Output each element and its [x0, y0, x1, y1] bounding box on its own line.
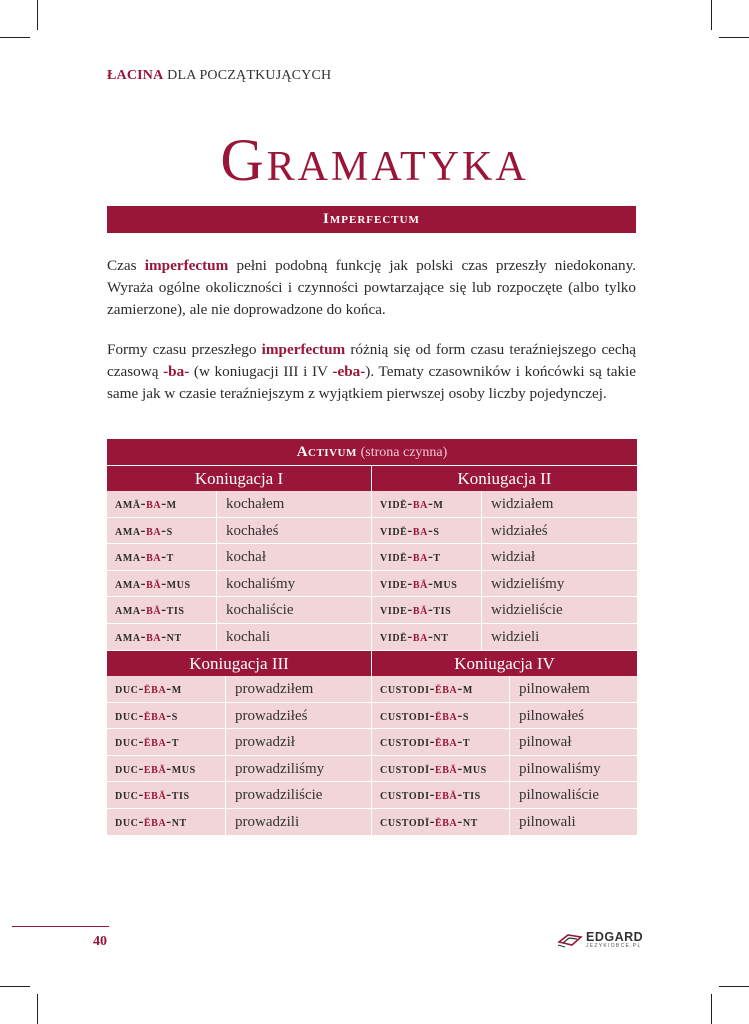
- table-row: [107, 571, 371, 598]
- tense-marker: bā: [412, 602, 428, 618]
- verb-ending: -mus: [457, 760, 487, 777]
- verb-form: [107, 676, 226, 702]
- table-row: [372, 571, 637, 598]
- tense-marker: bā: [146, 575, 162, 592]
- tense-marker: bā: [412, 575, 428, 592]
- tense-marker: ēba: [143, 681, 167, 697]
- verb-stem: custodi-: [380, 681, 436, 697]
- conjugation-column: [372, 491, 637, 650]
- table-row: [372, 809, 637, 836]
- verb-form: [107, 782, 226, 808]
- tense-marker: ebā: [435, 787, 458, 803]
- brand-text: [586, 931, 643, 949]
- table-row: [372, 676, 637, 703]
- crop-mark: [37, 994, 38, 1024]
- verb-stem: amā-: [115, 496, 147, 512]
- conjugation-group: [107, 676, 637, 835]
- text-run: Formy czasu przeszłego: [107, 341, 262, 358]
- verb-stem: ama-: [115, 575, 147, 592]
- tense-marker: ebā: [435, 760, 458, 777]
- crop-mark: [0, 37, 30, 38]
- verb-ending: -nt: [166, 813, 187, 830]
- text-run: (w koniugacji III i IV: [189, 363, 333, 380]
- paragraph-forms: [107, 339, 636, 405]
- table-row: [372, 491, 637, 518]
- page-title: Gramatyka: [220, 127, 529, 193]
- verb-form: [107, 544, 217, 570]
- table-row: [107, 518, 371, 545]
- translation: pilnował: [519, 734, 572, 750]
- translation: kochałeś: [226, 522, 279, 539]
- brand-url: JEZYKIOBCE.PL: [586, 943, 642, 949]
- table-row: [372, 703, 637, 730]
- table-row: [107, 809, 371, 836]
- verb-form: [372, 729, 510, 755]
- page-number: 40: [93, 934, 107, 949]
- brand: [556, 930, 643, 950]
- table-row: [107, 544, 371, 571]
- verb-stem: duc-: [115, 813, 144, 830]
- translation: pilnowałem: [519, 681, 590, 697]
- verb-stem: duc-: [115, 787, 144, 803]
- conjugation-heading: Koniugacja IV: [372, 650, 637, 676]
- verb-stem: ama-: [115, 628, 147, 645]
- verb-stem: vidē-: [380, 522, 413, 539]
- verb-form: [372, 624, 482, 651]
- verb-stem: duc-: [115, 707, 144, 724]
- translation: widziałem: [491, 496, 554, 512]
- brand-name: EDGARD: [586, 930, 644, 944]
- translation: widzieliście: [491, 602, 563, 618]
- tense-marker: ba: [146, 628, 162, 645]
- tense-marker: ba: [412, 628, 428, 645]
- translation: kochali: [226, 628, 271, 645]
- verb-stem: vide-: [380, 602, 413, 618]
- verb-form: [372, 597, 482, 623]
- conjugation-group: [107, 491, 637, 650]
- verb-stem: custodi-: [380, 707, 436, 724]
- tense-marker: ēba: [143, 707, 167, 724]
- tense-marker: ba: [412, 496, 428, 512]
- translation: widzieli: [491, 628, 540, 645]
- translation: kochał: [226, 549, 266, 565]
- crop-mark: [37, 0, 38, 30]
- translation: widziałeś: [491, 522, 548, 539]
- verb-form: [107, 491, 217, 517]
- verb-ending: -nt: [457, 813, 478, 830]
- verb-form: [107, 597, 217, 623]
- table-groups: [107, 465, 637, 835]
- group-headings: [107, 465, 637, 491]
- translation: prowadził: [235, 734, 295, 750]
- verb-form: [372, 756, 510, 782]
- verb-ending: -m: [427, 496, 444, 512]
- tense-marker: ēba: [435, 681, 458, 697]
- highlight-term: -ba-: [163, 363, 190, 380]
- verb-ending: -m: [161, 496, 177, 512]
- conjugation-column: [107, 676, 372, 835]
- verb-form: [107, 729, 226, 755]
- table-row: [372, 597, 637, 624]
- table-row: [107, 597, 371, 624]
- conjugation-heading: Koniugacja III: [107, 650, 372, 676]
- verb-form: [107, 756, 226, 782]
- translation: kochaliście: [226, 602, 294, 618]
- crop-mark: [0, 986, 30, 987]
- verb-form: [372, 491, 482, 517]
- verb-ending: -nt: [427, 628, 449, 645]
- verb-stem: duc-: [115, 760, 144, 777]
- verb-stem: vide-: [380, 575, 413, 592]
- translation: widzieliśmy: [491, 575, 565, 592]
- verb-ending: -s: [457, 707, 469, 724]
- verb-form: [107, 703, 226, 729]
- table-row: [107, 756, 371, 783]
- running-head-accent: ŁACINA: [107, 68, 164, 83]
- edgard-logo-icon: [556, 930, 584, 950]
- table-row: [372, 518, 637, 545]
- translation: widział: [491, 549, 536, 565]
- translation: pilnowali: [519, 813, 576, 830]
- tense-marker: ba: [412, 549, 428, 565]
- highlight-term: imperfectum: [261, 341, 346, 358]
- table-row: [107, 676, 371, 703]
- tense-marker: ēba: [143, 734, 167, 750]
- text-run: pełni podobną funkcję jak polski czas przeszły niedokonany. Wyraża ogólne okoliczności i czynności powtarzające się lub rozpoczęte (albo tylko zamierzone), ale nie doprowadzone do końca.: [107, 257, 637, 318]
- verb-ending: -tis: [457, 787, 481, 803]
- highlight-term: imperfectum: [144, 257, 229, 274]
- tense-marker: ba: [146, 522, 162, 539]
- table-row: [107, 491, 371, 518]
- verb-form: [372, 571, 482, 597]
- tense-marker: ba: [146, 549, 162, 565]
- verb-ending: -m: [166, 681, 182, 697]
- verb-form: [372, 703, 510, 729]
- verb-stem: custodī-: [380, 813, 436, 830]
- verb-ending: -tis: [427, 602, 452, 618]
- verb-ending: -s: [166, 707, 178, 724]
- verb-stem: custodī-: [380, 760, 436, 777]
- table-row: [107, 729, 371, 756]
- verb-ending: -tis: [166, 787, 190, 803]
- verb-ending: -mus: [166, 760, 196, 777]
- verb-stem: vidē-: [380, 628, 413, 645]
- translation: pilnowaliście: [519, 787, 599, 803]
- verb-ending: -m: [457, 681, 473, 697]
- verb-form: [372, 544, 482, 570]
- verb-ending: -t: [161, 549, 174, 565]
- conjugation-column: [372, 676, 637, 835]
- tense-marker: ēba: [143, 813, 167, 830]
- highlight-term: -eba-: [332, 363, 366, 380]
- verb-stem: duc-: [115, 734, 144, 750]
- crop-mark: [711, 994, 712, 1024]
- text-run: różnią się od form czasu teraźniejszego cechą czasową: [107, 341, 636, 380]
- verb-stem: ama-: [115, 549, 147, 565]
- table-row: [372, 782, 637, 809]
- verb-form: [372, 782, 510, 808]
- verb-stem: vidē-: [380, 549, 413, 565]
- table-title: [107, 439, 637, 465]
- tense-marker: ēba: [435, 813, 458, 830]
- verb-ending: -s: [427, 522, 440, 539]
- conjugation-heading: Koniugacja I: [107, 465, 372, 491]
- group-headings: [107, 650, 637, 676]
- conjugation-table: [107, 439, 637, 835]
- translation: kochaliśmy: [226, 575, 296, 592]
- tense-marker: ēba: [435, 734, 458, 750]
- section-title: Imperfectum: [107, 206, 636, 233]
- translation: prowadziłeś: [235, 707, 308, 724]
- verb-form: [107, 624, 217, 651]
- verb-stem: vidē-: [380, 496, 413, 512]
- verb-form: [372, 676, 510, 702]
- translation: prowadziliście: [235, 787, 323, 803]
- tense-marker: bā: [146, 602, 162, 618]
- text-run: ). Tematy czasowników i końcówki są takie same jak w czasie teraźniejszym z wyjątkiem pierwszej osoby liczby pojedynczej.: [107, 363, 637, 402]
- tense-marker: ba: [412, 522, 428, 539]
- running-head-rest: DLA POCZĄTKUJĄCYCH: [167, 68, 332, 83]
- verb-ending: -tis: [161, 602, 185, 618]
- verb-ending: -mus: [427, 575, 458, 592]
- verb-stem: ama-: [115, 602, 147, 618]
- verb-stem: ama-: [115, 522, 147, 539]
- translation: pilnowałeś: [519, 707, 584, 724]
- tense-marker: ba: [146, 496, 162, 512]
- crop-mark: [719, 986, 749, 987]
- verb-form: [107, 518, 217, 544]
- table-row: [372, 729, 637, 756]
- translation: prowadziłem: [235, 681, 314, 697]
- table-title-sub: (strona czynna): [360, 445, 448, 460]
- translation: prowadzili: [235, 813, 300, 830]
- table-row: [372, 624, 637, 651]
- verb-stem: custodi-: [380, 734, 436, 750]
- translation: pilnowaliśmy: [519, 760, 601, 777]
- table-title-main: Activum: [296, 444, 357, 460]
- footer-rule: [12, 926, 109, 927]
- verb-ending: -t: [457, 734, 471, 750]
- running-head: [107, 68, 331, 84]
- verb-stem: duc-: [115, 681, 144, 697]
- tense-marker: ebā: [143, 787, 167, 803]
- verb-form: [372, 518, 482, 544]
- verb-stem: custodi-: [380, 787, 436, 803]
- verb-ending: -nt: [161, 628, 182, 645]
- translation: kochałem: [226, 496, 285, 512]
- verb-form: [372, 809, 510, 836]
- verb-form: [107, 809, 226, 836]
- verb-ending: -mus: [161, 575, 191, 592]
- table-row: [107, 624, 371, 651]
- verb-ending: -t: [166, 734, 179, 750]
- table-row: [372, 756, 637, 783]
- translation: prowadziliśmy: [235, 760, 325, 777]
- verb-form: [107, 571, 217, 597]
- text-run: Czas: [107, 257, 145, 274]
- conjugation-heading: Koniugacja II: [372, 465, 637, 491]
- tense-marker: ebā: [143, 760, 167, 777]
- crop-mark: [719, 37, 749, 38]
- verb-ending: -t: [427, 549, 441, 565]
- table-row: [372, 544, 637, 571]
- verb-ending: -s: [161, 522, 173, 539]
- conjugation-column: [107, 491, 372, 650]
- paragraph-intro: [107, 255, 636, 321]
- crop-mark: [711, 0, 712, 30]
- tense-marker: ēba: [435, 707, 458, 724]
- table-row: [107, 782, 371, 809]
- table-row: [107, 703, 371, 730]
